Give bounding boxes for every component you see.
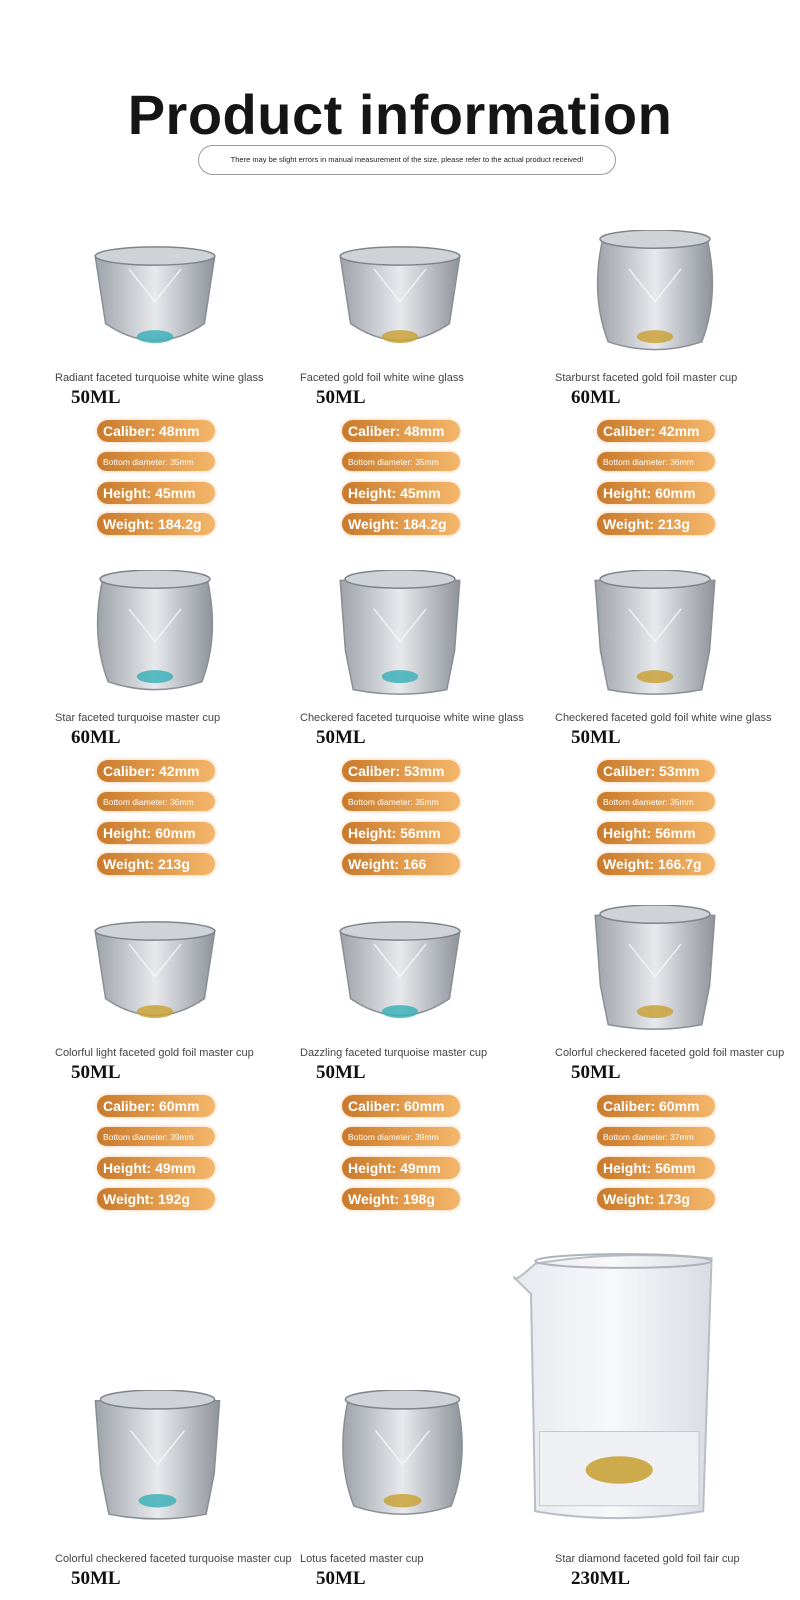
bottom-diameter-badge: Bottom diameter: 36mm: [97, 792, 215, 811]
height-badge: Height: 49mm: [342, 1157, 460, 1179]
product-image: [335, 230, 465, 360]
height-badge: Height: 56mm: [597, 1157, 715, 1179]
bottom-diameter-badge: Bottom diameter: 35mm: [342, 792, 460, 811]
caliber-badge: Caliber: 48mm: [342, 420, 460, 442]
caliber-badge: Caliber: 48mm: [97, 420, 215, 442]
caliber-badge: Caliber: 53mm: [597, 760, 715, 782]
bottom-diameter-badge: Bottom diameter: 37mm: [597, 1127, 715, 1146]
product-volume: 50ML: [71, 1568, 121, 1589]
product-image: [590, 230, 720, 360]
height-badge: Height: 45mm: [97, 482, 215, 504]
height-badge: Height: 60mm: [597, 482, 715, 504]
product-image: [510, 1250, 720, 1525]
product-name: Dazzling faceted turquoise master cup: [300, 1047, 488, 1059]
caliber-badge: Caliber: 60mm: [342, 1095, 460, 1117]
measurement-note: There may be slight errors in manual measurement of the size, please refer to the actual product received!: [198, 145, 616, 175]
weight-badge: Weight: 166: [342, 853, 460, 875]
product-name: Star diamond faceted gold foil fair cup: [555, 1553, 740, 1565]
product-volume: 50ML: [316, 727, 366, 748]
product-volume: 50ML: [316, 387, 366, 408]
product-image: [590, 570, 720, 700]
weight-badge: Weight: 184.2g: [342, 513, 460, 535]
weight-badge: Weight: 184.2g: [97, 513, 215, 535]
page-title: Product information: [127, 83, 673, 146]
product-name: Colorful checkered faceted turquoise master cup: [55, 1553, 292, 1565]
product-name: Lotus faceted master cup: [300, 1553, 424, 1565]
product-image: [90, 230, 220, 360]
product-volume: 50ML: [571, 1062, 621, 1083]
product-image: [90, 905, 220, 1035]
product-name: Colorful checkered faceted gold foil master cup: [555, 1047, 785, 1059]
caliber-badge: Caliber: 53mm: [342, 760, 460, 782]
product-image: [335, 1390, 470, 1525]
product-volume: 50ML: [316, 1062, 366, 1083]
weight-badge: Weight: 173g: [597, 1188, 715, 1210]
product-volume: 50ML: [71, 1062, 121, 1083]
product-image: [90, 1390, 225, 1525]
product-volume: 50ML: [71, 387, 121, 408]
caliber-badge: Caliber: 42mm: [597, 420, 715, 442]
product-name: Radiant faceted turquoise white wine glass: [55, 372, 264, 384]
weight-badge: Weight: 166.7g: [597, 853, 715, 875]
height-badge: Height: 49mm: [97, 1157, 215, 1179]
bottom-diameter-badge: Bottom diameter: 36mm: [597, 452, 715, 471]
bottom-diameter-badge: Bottom diameter: 39mm: [342, 1127, 460, 1146]
bottom-diameter-badge: Bottom diameter: 35mm: [342, 452, 460, 471]
product-volume: 230ML: [571, 1568, 631, 1589]
product-name: Starburst faceted gold foil master cup: [555, 372, 738, 384]
caliber-badge: Caliber: 60mm: [97, 1095, 215, 1117]
product-image: [90, 570, 220, 700]
weight-badge: Weight: 213g: [597, 513, 715, 535]
product-volume: 60ML: [71, 727, 121, 748]
bottom-diameter-badge: Bottom diameter: 35mm: [597, 792, 715, 811]
weight-badge: Weight: 192g: [97, 1188, 215, 1210]
height-badge: Height: 56mm: [342, 822, 460, 844]
product-name: Checkered faceted gold foil white wine glass: [555, 712, 772, 724]
product-volume: 50ML: [316, 1568, 366, 1589]
product-name: Colorful light faceted gold foil master cup: [55, 1047, 254, 1059]
weight-badge: Weight: 198g: [342, 1188, 460, 1210]
caliber-badge: Caliber: 42mm: [97, 760, 215, 782]
product-name: Checkered faceted turquoise white wine glass: [300, 712, 524, 724]
height-badge: Height: 45mm: [342, 482, 460, 504]
product-image: [335, 570, 465, 700]
product-image: [335, 905, 465, 1035]
caliber-badge: Caliber: 60mm: [597, 1095, 715, 1117]
product-name: Faceted gold foil white wine glass: [300, 372, 464, 384]
product-name: Star faceted turquoise master cup: [55, 712, 221, 724]
height-badge: Height: 56mm: [597, 822, 715, 844]
weight-badge: Weight: 213g: [97, 853, 215, 875]
bottom-diameter-badge: Bottom diameter: 35mm: [97, 452, 215, 471]
product-volume: 60ML: [571, 387, 621, 408]
product-image: [590, 905, 720, 1035]
height-badge: Height: 60mm: [97, 822, 215, 844]
bottom-diameter-badge: Bottom diameter: 39mm: [97, 1127, 215, 1146]
product-volume: 50ML: [571, 727, 621, 748]
